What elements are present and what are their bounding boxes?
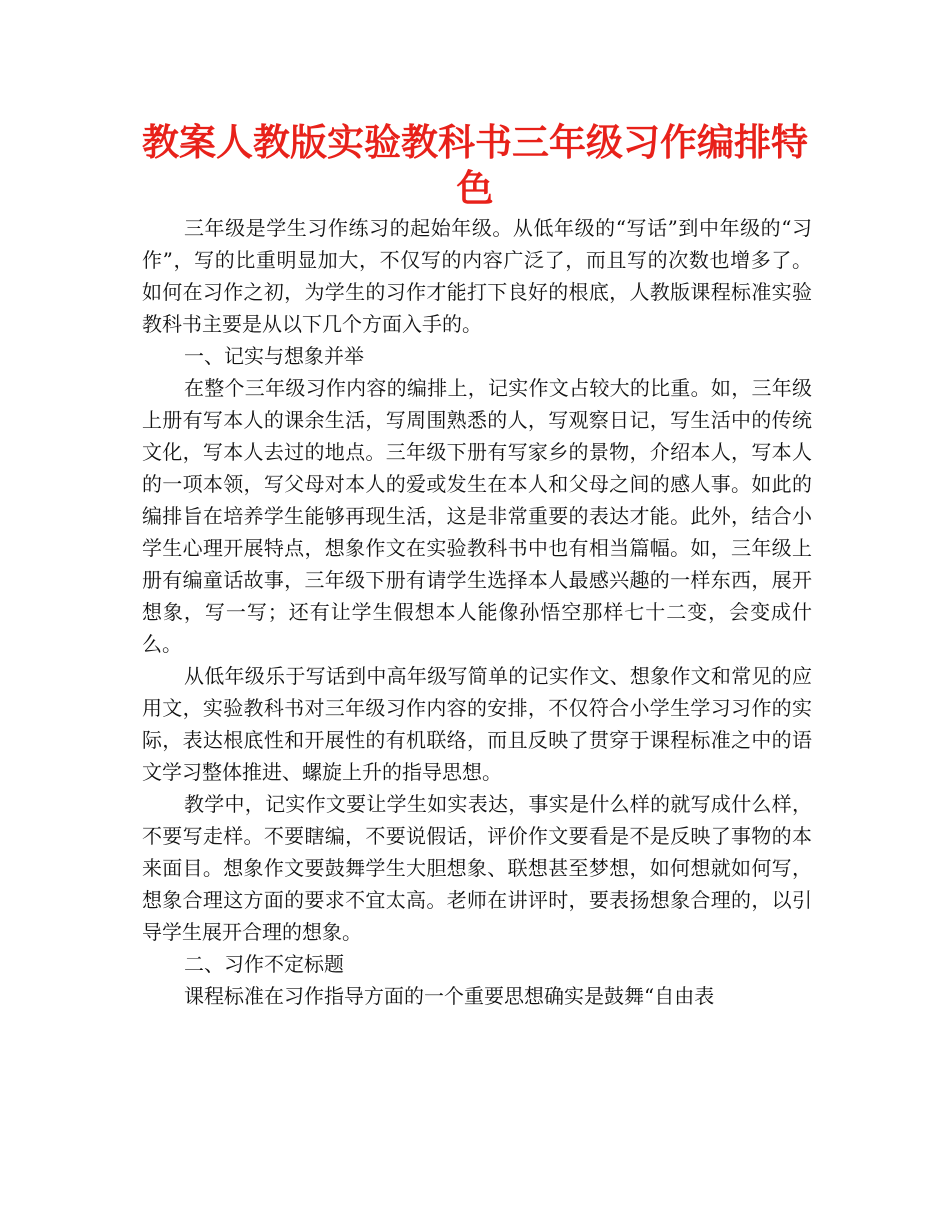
paragraph-section1-teaching: 教学中，记实作文要让学生如实表达，事实是什么样的就写成什么样，不要写走样。不要瞎编，不要说假话，评价作文要看是不是反映了事物的本来面目。想象作文要鼓舞学生大胆想象、联想甚至梦想，如何想就如何写，想象合理这方面的要求不宜太高。老师在讲评时，要表扬想象合理的，以引导学生展开合理的想象。 <box>142 792 812 944</box>
document-title: 教案人教版实验教科书三年级习作编排特色 <box>142 121 808 210</box>
section-heading-2: 二、习作不定标题 <box>184 952 344 976</box>
paragraph-section2-content: 课程标准在习作指导方面的一个重要思想确实是鼓舞“自由表 <box>184 984 715 1008</box>
document-body <box>142 212 812 1012</box>
paragraph-section1-summary: 从低年级乐于写话到中高年级写简单的记实作文、想象作文和常见的应用文，实验教科书对三年级习作内容的安排，不仅符合小学生学习习作的实际，表达根底性和开展性的有机联络，而且反映了贯穿于课程标准之中的语文学习整体推进、螺旋上升的指导思想。 <box>142 664 812 784</box>
paragraph-intro: 三年级是学生习作练习的起始年级。从低年级的“写话”到中年级的“习作”，写的比重明显加大，不仅写的内容广泛了，而且写的次数也增多了。如何在习作之初，为学生的习作才能打下良好的根底，人教版课程标准实验教科书主要是从以下几个方面入手的。 <box>142 216 812 336</box>
paragraph-section1-content: 在整个三年级习作内容的编排上，记实作文占较大的比重。如，三年级上册有写本人的课余生活，写周围熟悉的人，写观察日记，写生活中的传统文化，写本人去过的地点。三年级下册有写家乡的景物，介绍本人，写本人的一项本领，写父母对本人的爱或发生在本人和父母之间的感人事。如此的编排旨在培养学生能够再现生活，这是非常重要的表达才能。此外，结合小学生心理开展特点，想象作文在实验教科书中也有相当篇幅。如，三年级上册有编童话故事，三年级下册有请学生选择本人最感兴趣的一样东西，展开想象，写一写；还有让学生假想本人能像孙悟空那样七十二变，会变成什么。 <box>142 376 812 656</box>
section-heading-1: 一、记实与想象并举 <box>184 344 364 368</box>
